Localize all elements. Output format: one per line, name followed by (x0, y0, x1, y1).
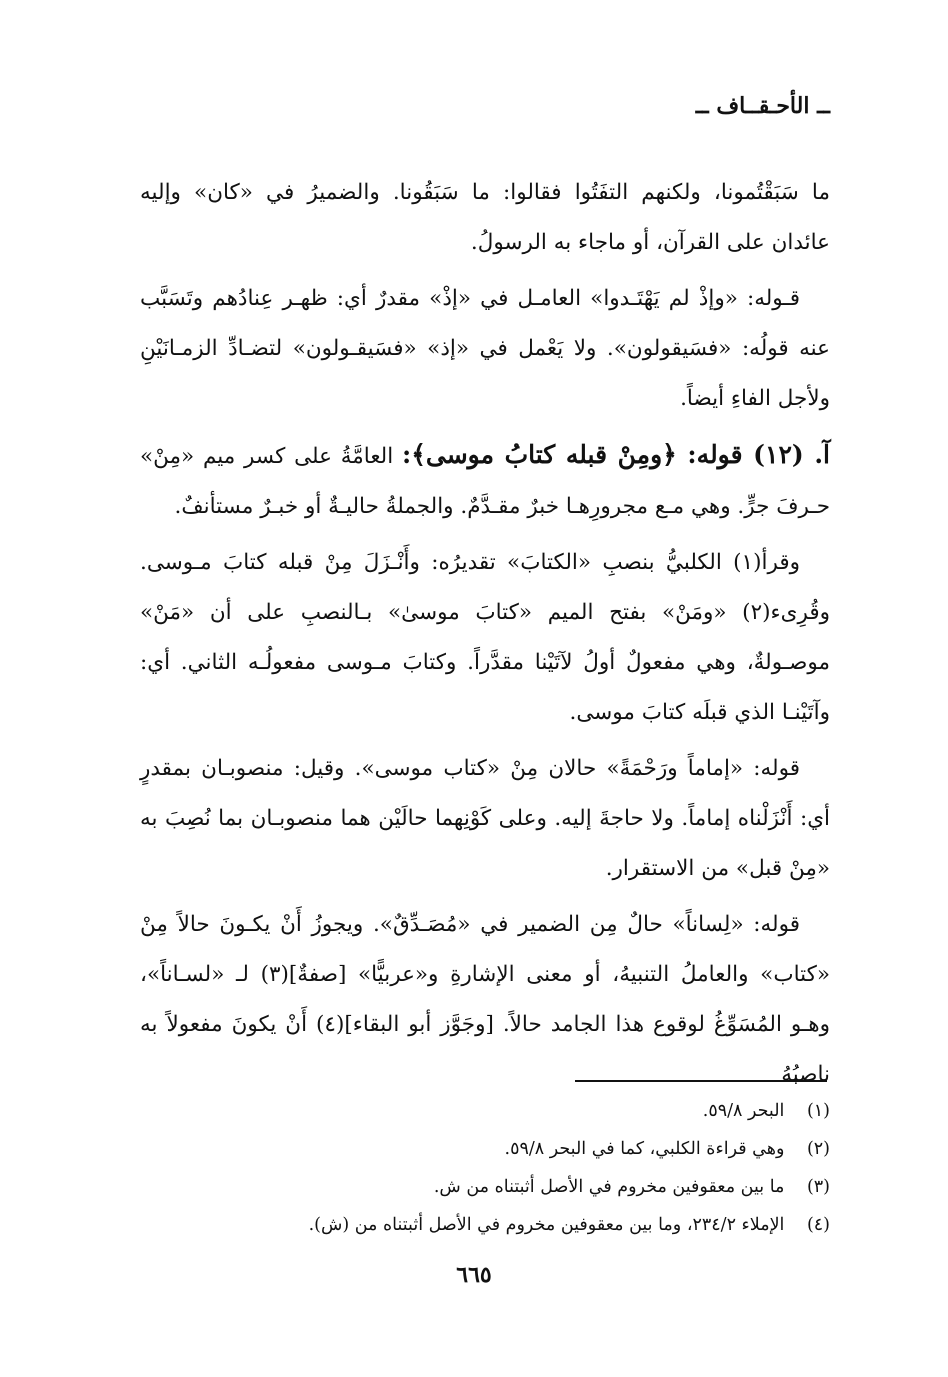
paragraph: قوله: «إماماً ورَحْمَةً» حالان مِنْ «كتاب موسى». وقيل: منصوبـان بمقدرٍ أي: أَنْزَلْناه إماماً. ولا حاجةَ إليه. وعلى كَوْنِهما حالَيْن هما منصوبـان بما نُصِبَ به «مِنْ قبل» من الاستقرار. (140, 756, 830, 881)
footnote-number: (٣) (806, 1177, 830, 1197)
footnote-number: (١) (806, 1101, 830, 1121)
running-head: ــ الأحـقــاف ــ (695, 93, 830, 119)
paragraph: ما سَبَقْتُمونا، ولكنهم التفَتُوا فقالوا: ما سَبَقُونا. والضميرُ في «كان» وإليه عائدان على القرآن، أو ماجاء به الرسولُ. (140, 180, 830, 255)
footnote-text: ما بين معقوفين مخروم في الأصل أثبتناه من ش. (433, 1177, 785, 1197)
footnote (140, 1206, 830, 1244)
page-number: ٦٦٥ (456, 1262, 492, 1288)
footnote-number: (٤) (806, 1215, 830, 1235)
paragraph: قوله: «لِساناً» حالٌ مِن الضمير في «مُصَـدِّقٌ». ويجوزُ أَنْ يكـونَ حالاً مِنْ «كتاب» والعاملُ التنبيهُ، أو معنى الإشارةِ و«عربيًّا» [صفةٌ](٣) لـ «لسـاناً»، وهـو المُسَوِّغُ لوقوع هذا الجامد حالاً. [وجَوَّز أبو البقاء](٤) أَنْ يكونَ مفعولاً به ناصبُهُ (140, 912, 831, 1087)
paragraph: وقرأ(١) الكلبيُّ بنصبِ «الكتابَ» تقديرُه: وأَنْـزَلَ مِنْ قبله كتابَ مـوسى. وقُرِىء(٢) «ومَنْ» بفتح الميم «كتابَ موسىٰ» بـالنصبِ على أن «مَنْ» موصـولةٌ، وهي مفعولٌ أولُ لآتَيْنا مقدَّراً. وكتابَ مـوسى مفعولُـه الثاني. أي: وآتَيْنـا الذي قبلَه كتابَ موسى. (140, 550, 830, 725)
footnote (140, 1168, 830, 1206)
footnote (140, 1092, 830, 1130)
paragraph: قـوله: «وإذْ لم يَهْتَـدوا» العامـل في «إذْ» مقدرٌ أي: ظهـر عِنادُهم وتَسَبَّب عنه قولُه: «فسَيقولون». ولا يَعْمل في «إذ» «فسَيقـولون» لتضـادِّ الزمـانَيْنِ ولأجل الفاءِ أيضاً. (140, 286, 830, 411)
verse-paragraph (140, 430, 830, 532)
footnote-text: وهي قراءة الكلبي، كما في البحر ٥٩/٨. (504, 1139, 785, 1159)
footnote-text: البحر ٥٩/٨. (702, 1101, 785, 1121)
verse-label: آ. (١٢) قوله: ﴿ومِنْ قبله كتابُ موسى﴾: (402, 440, 830, 469)
footnotes (140, 1092, 830, 1244)
footnote-number: (٢) (806, 1139, 830, 1159)
verse-commentary: العامَّةُ على كسر ميم «مِنْ» حـرفَ جرٍّ. وهي مـع مجرورِهـا خبرٌ مقـدَّمٌ. والجملةُ حاليـةٌ أو خبـرٌ مستأنفٌ. (140, 444, 830, 519)
footnote (140, 1130, 830, 1168)
footnote-text: الإملاء ٢٣٤/٢، وما بين معقوفين مخروم في الأصل أثبتناه من (ش). (308, 1215, 785, 1235)
main-text (140, 168, 830, 1106)
footnote-divider (575, 1080, 827, 1082)
